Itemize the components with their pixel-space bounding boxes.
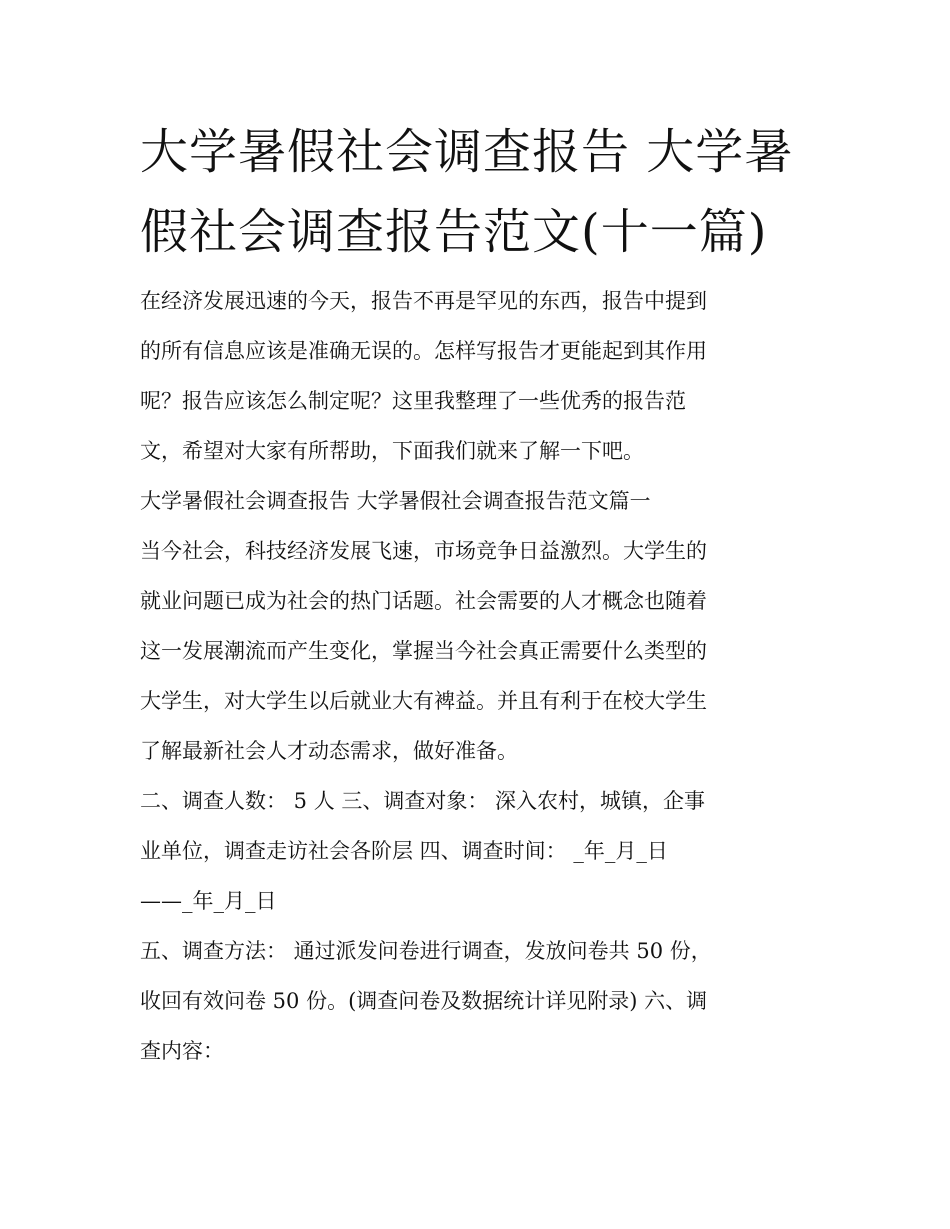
intro-line-2: 的所有信息应该是准确无误的。怎样写报告才更能起到其作用 [140,339,707,363]
paragraph-line-2: 就业问题已成为社会的热门话题。社会需要的人才概念也随着 [140,589,707,613]
document-body [140,276,830,1076]
title-line-1: 大学暑假社会调查报告 大学暑 [140,124,794,180]
method-line-3: 查内容： [140,1039,224,1063]
intro-line-4: 文，希望对大家有所帮助，下面我们就来了解一下吧。 [140,439,644,463]
intro-line-3: 呢？报告应该怎么制定呢？这里我整理了一些优秀的报告范 [140,389,686,413]
survey-info-line-2: 业单位，调查走访社会各阶层 四、调查时间： _年_月_日 [140,839,668,863]
survey-info-line-3: ——_年_月_日 [140,889,277,913]
intro-line-1: 在经济发展迅速的今天，报告不再是罕见的东西，报告中提到 [140,289,707,313]
title-line-2: 假社会调查报告范文(十一篇) [140,204,768,260]
paragraph-line-4: 大学生，对大学生以后就业大有裨益。并且有利于在校大学生 [140,689,707,713]
paragraph-line-1: 当今社会，科技经济发展飞速，市场竞争日益激烈。大学生的 [140,539,707,563]
method-line-1: 五、调查方法： 通过派发问卷进行调查，发放问卷共 50 份， [140,939,712,963]
survey-info-line-1: 二、调查人数： 5 人 三、调查对象： 深入农村，城镇，企事 [140,789,706,813]
section-heading: 大学暑假社会调查报告 大学暑假社会调查报告范文篇一 [140,489,651,513]
paragraph-line-3: 这一发展潮流而产生变化，掌握当今社会真正需要什么类型的 [140,639,707,663]
paragraph-line-5: 了解最新社会人才动态需求，做好准备。 [140,739,518,763]
document-title [140,112,820,272]
method-line-2: 收回有效问卷 50 份。(调查问卷及数据统计详见附录) 六、调 [140,989,708,1013]
